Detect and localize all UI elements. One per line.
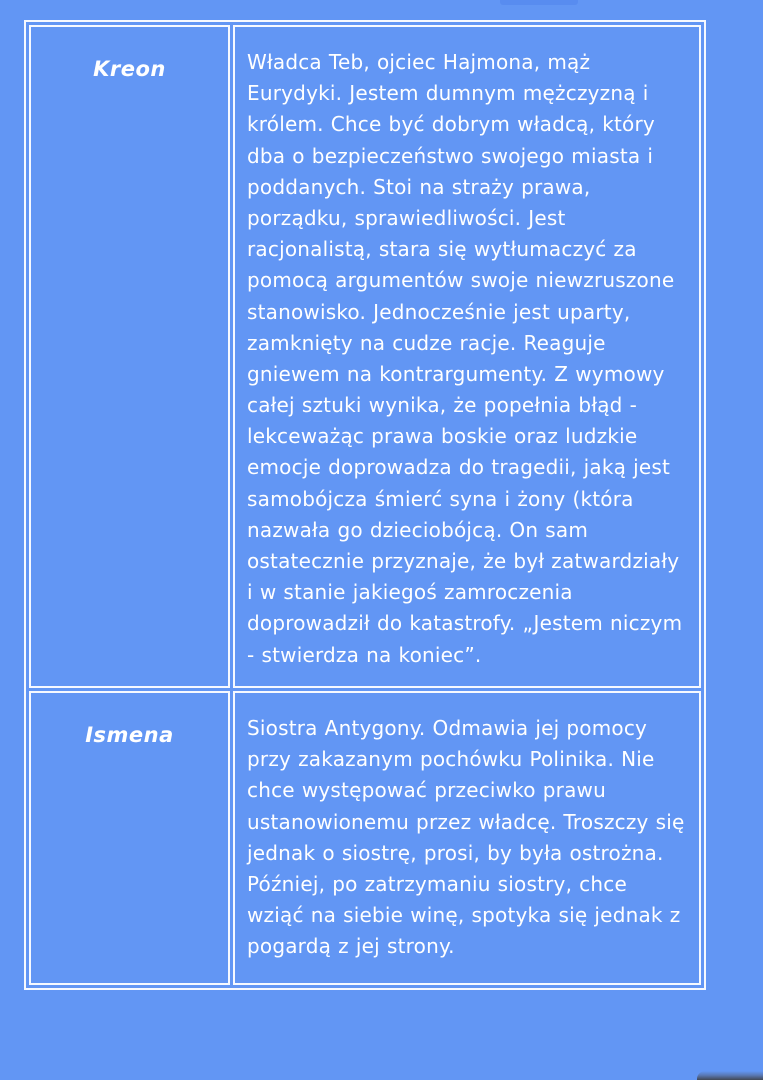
character-description-cell bbox=[233, 691, 701, 985]
character-table bbox=[24, 20, 706, 990]
bottom-edge-artifact bbox=[697, 1071, 763, 1080]
character-table-grid bbox=[26, 22, 704, 988]
table-row bbox=[29, 25, 701, 688]
character-name-cell bbox=[29, 691, 230, 985]
character-name: Kreon bbox=[93, 57, 166, 81]
character-name-cell bbox=[29, 25, 230, 688]
top-edge-artifact bbox=[500, 0, 578, 5]
character-description-cell bbox=[233, 25, 701, 688]
character-description: Siostra Antygony. Odmawia jej pomocy przy zakazanym pochówku Polinika. Nie chce występować przeciwko prawu ustanowionemu przez władcę. Troszczy się jednak o siostrę, prosi, by była ostrożna. Później, po zatrzymaniu siostry, chce wziąć na siebie winę, spotyka się jednak z pogardą z jej strony. bbox=[247, 716, 685, 959]
character-name: Ismena bbox=[85, 723, 174, 747]
table-row bbox=[29, 691, 701, 985]
character-description: Władca Teb, ojciec Hajmona, mąż Eurydyki. Jestem dumnym mężczyzną i królem. Chce być dobrym władcą, który dba o bezpieczeństwo swojego miasta i poddanych. Stoi na straży prawa, porządku, sprawiedliwości. Jest racjonalistą, stara się wytłumaczyć za pomocą argumentów swoje niewzruszone stanowisko. Jednocześnie jest uparty, zamknięty na cudze racje. Reaguje gniewem na kontrargumenty. Z wymowy całej sztuki wynika, że popełnia błąd - lekceważąc prawa boskie oraz ludzkie emocje doprowadza do tragedii, jaką jest samobójcza śmierć syna i żony (która nazwała go dzieciobójcą. On sam ostatecznie przyznaje, że był zatwardziały i w stanie jakiegoś zamroczenia doprowadził do katastrofy. „Jestem niczym - stwierdza na koniec”. bbox=[247, 50, 683, 667]
